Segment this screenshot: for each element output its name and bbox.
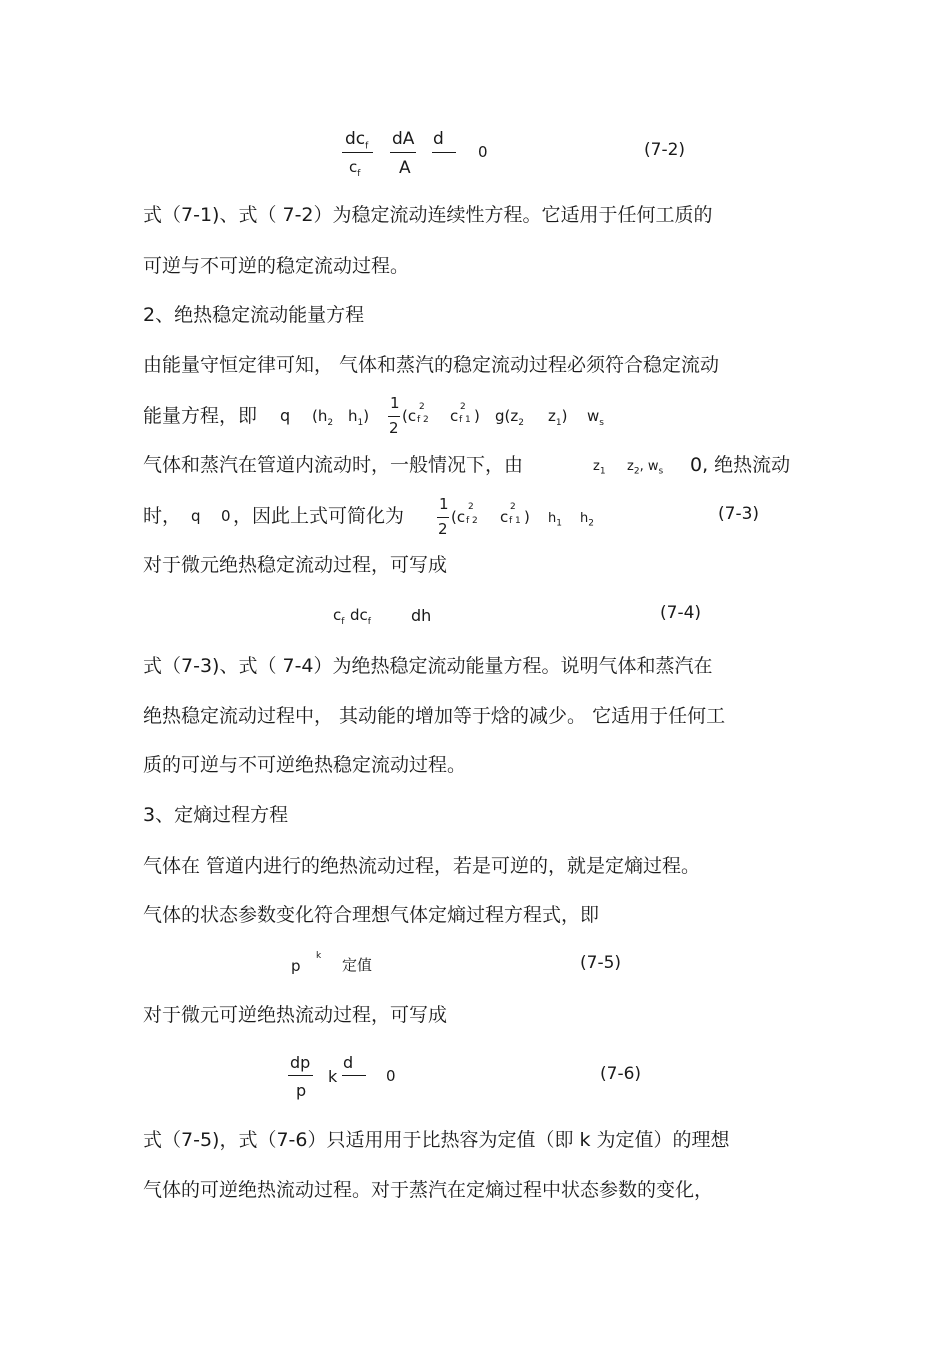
paragraph-text: ，因此上式可简化为 <box>233 505 405 527</box>
eq-half-den: 2 <box>389 419 399 437</box>
eq76-zero: 0 <box>386 1067 396 1085</box>
eq-half-num: 1 <box>390 394 400 412</box>
eq-h1: $h_1$ <box>548 511 562 529</box>
eq76-num2: d <box>343 1053 354 1072</box>
eq-half-den: 2 <box>438 520 448 538</box>
eq76-k: k <box>328 1067 338 1086</box>
eq76-den1: p <box>296 1081 307 1100</box>
eq72-num2: dA <box>392 129 415 149</box>
equation-number: (7-3) <box>718 504 760 524</box>
eq-c2-sub: f 2 <box>466 516 478 526</box>
eq-c2-sup: 2 <box>468 502 474 512</box>
section-heading: 3、定熵过程方程 <box>143 804 289 826</box>
eq-c1: c <box>500 508 509 526</box>
eq-z1: $z_1$ <box>593 459 606 477</box>
eq-c2: (c <box>402 407 417 425</box>
fraction-bar <box>432 152 456 153</box>
eq72-num3: d <box>433 129 444 149</box>
eq75-p: p <box>291 957 301 975</box>
eq72-den2: A <box>399 158 411 178</box>
eq-q: q <box>280 406 291 425</box>
eq-c1-sub: f 1 <box>459 415 471 425</box>
paragraph-line: 式（7-1)、式（ 7-2）为稳定流动连续性方程。它适用于任何工质的 <box>143 204 713 226</box>
paragraph-line: 质的可逆与不可逆绝热稳定流动过程。 <box>143 754 467 776</box>
equation-number: (7-6) <box>600 1064 642 1084</box>
eq-q: q <box>191 507 201 525</box>
paragraph-text: 0, 绝热流动 <box>690 454 791 476</box>
eq72-num1: $dc_f$ <box>345 129 369 152</box>
eq-h2: ($h_2$ <box>312 407 334 428</box>
paragraph-line: 气体的可逆绝热流动过程。对于蒸汽在定熵过程中状态参数的变化， <box>143 1179 714 1201</box>
eq-c1-sup: 2 <box>510 502 516 512</box>
eq-zero: 0 <box>221 507 231 525</box>
eq75-const: 定值 <box>342 956 373 974</box>
equation-number: (7-4) <box>660 603 702 623</box>
paragraph-text: 能量方程，即 <box>143 405 258 427</box>
paragraph-line: 式（7-5)，式（7-6）只适用用于比热容为定值（即 k 为定值）的理想 <box>143 1129 730 1151</box>
eq-c1-close: ) <box>474 407 480 425</box>
eq75-k: k <box>316 951 322 961</box>
eq-ws: $w_s$ <box>587 407 604 428</box>
equation-number: (7-2) <box>644 140 686 160</box>
eq74-dh: dh <box>411 606 432 625</box>
eq-h1: $h_1$) <box>348 407 370 428</box>
paragraph-line: 对于微元可逆绝热流动过程，可写成 <box>143 1004 448 1026</box>
paragraph-line: 对于微元绝热稳定流动过程，可写成 <box>143 554 448 576</box>
fraction-bar <box>288 1075 313 1076</box>
eq-gz2: $g(z_2$ <box>495 407 524 428</box>
paragraph-line: 气体在 管道内进行的绝热流动过程，若是可逆的，就是定熵过程。 <box>143 855 701 877</box>
fraction-bar <box>388 416 400 417</box>
eq-c1-close: ) <box>524 508 530 526</box>
eq74-c: $c_f$ <box>333 606 345 627</box>
fraction-bar <box>342 1075 366 1076</box>
paragraph-line: 绝热稳定流动过程中， 其动能的增加等于焓的减少。 它适用于任何工 <box>143 705 726 727</box>
eq76-num1: dp <box>290 1053 311 1072</box>
paragraph-text: 时， <box>143 505 182 527</box>
eq-c1-sup: 2 <box>460 402 466 412</box>
eq74-dc: $dc_f$ <box>350 606 371 627</box>
section-heading: 2、绝热稳定流动能量方程 <box>143 304 365 326</box>
paragraph-line: 由能量守恒定律可知， 气体和蒸汽的稳定流动过程必须符合稳定流动 <box>143 354 720 376</box>
paragraph-text: 气体和蒸汽在管道内流动时，一般情况下，由 <box>143 454 524 476</box>
paragraph-line: 可逆与不可逆的稳定流动过程。 <box>143 255 410 277</box>
eq-c1-sub: f 1 <box>509 516 521 526</box>
eq-z1: $z_1$) <box>548 407 568 428</box>
paragraph-line: 气体的状态参数变化符合理想气体定熵过程方程式，即 <box>143 904 600 926</box>
eq-c2: (c <box>451 508 466 526</box>
paragraph-line: 式（7-3)、式（ 7-4）为绝热稳定流动能量方程。说明气体和蒸汽在 <box>143 655 713 677</box>
eq-c1: c <box>450 407 459 425</box>
eq-half-num: 1 <box>439 495 449 513</box>
fraction-bar <box>390 152 416 153</box>
eq-z2-ws: $z_2$, $w_s$ <box>627 459 664 477</box>
eq-c2-sub: f 2 <box>417 415 429 425</box>
fraction-bar <box>437 517 449 518</box>
eq-c2-sup: 2 <box>419 402 425 412</box>
eq72-zero: 0 <box>478 143 488 161</box>
eq-h2: $h_2$ <box>580 511 594 529</box>
fraction-bar <box>342 152 373 153</box>
eq72-den1: $c_f$ <box>349 158 361 179</box>
equation-number: (7-5) <box>580 953 622 973</box>
